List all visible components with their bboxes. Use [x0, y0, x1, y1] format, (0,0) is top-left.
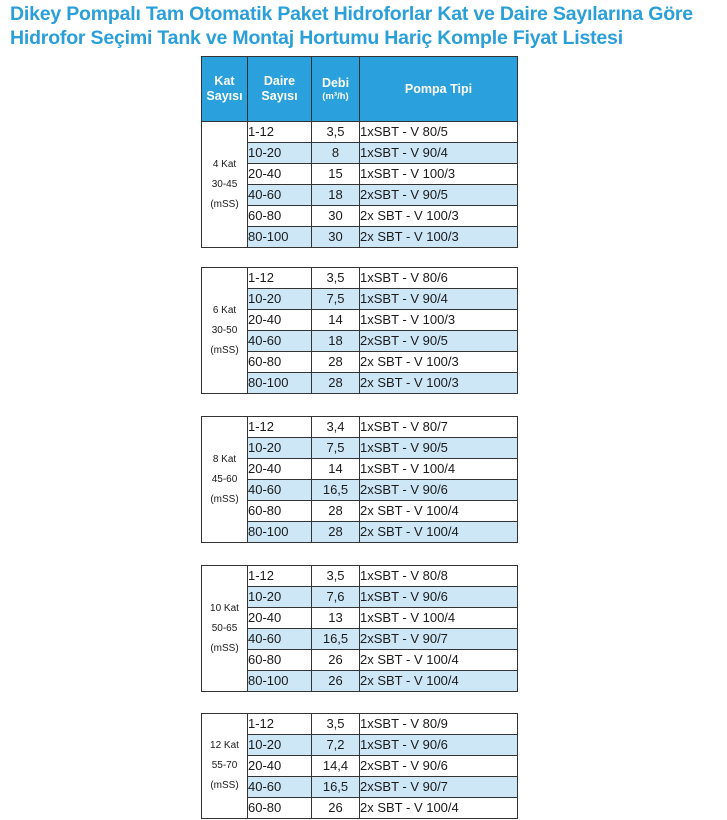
debi-cell: 28	[312, 501, 360, 522]
daire-cell: 80-100	[248, 373, 312, 394]
table-row	[202, 501, 518, 522]
table-row	[202, 629, 518, 650]
table-row	[202, 608, 518, 629]
header-kat-line1: Kat	[214, 74, 235, 88]
header-kat-sayisi	[202, 57, 248, 122]
daire-cell: 40-60	[248, 480, 312, 501]
daire-cell: 1-12	[248, 566, 312, 587]
header-debi-label: Debi	[321, 76, 350, 90]
kat-label	[202, 122, 248, 248]
kat-label-range: 50-65	[211, 622, 238, 634]
kat-label-name: 8 Kat	[212, 453, 237, 465]
debi-cell: 28	[312, 522, 360, 543]
daire-cell: 1-12	[248, 714, 312, 735]
header-daire-sayisi	[248, 57, 312, 122]
daire-cell: 10-20	[248, 289, 312, 310]
kat-label-name: 12 Kat	[210, 740, 239, 751]
pompa-cell: 2x SBT - V 100/4	[360, 650, 518, 671]
table-row	[202, 352, 518, 373]
pompa-cell: 2xSBT - V 90/5	[360, 331, 518, 352]
debi-cell: 16,5	[312, 629, 360, 650]
debi-cell: 14	[312, 310, 360, 331]
pompa-cell: 1xSBT - V 90/6	[360, 735, 518, 756]
debi-cell: 15	[312, 164, 360, 185]
kat-label-range: 30-50	[211, 324, 238, 336]
pompa-cell: 2x SBT - V 100/3	[360, 352, 518, 373]
pompa-cell: 1xSBT - V 90/4	[360, 289, 518, 310]
daire-cell: 40-60	[248, 331, 312, 352]
daire-cell: 40-60	[248, 777, 312, 798]
title-line-1: Dikey Pompalı Tam Otomatik Paket Hidroforlar Kat ve Daire Sayılarına Göre	[10, 3, 693, 25]
kat-label-name: 6 Kat	[212, 304, 237, 316]
daire-cell: 1-12	[248, 268, 312, 289]
table-row	[202, 480, 518, 501]
daire-cell: 40-60	[248, 629, 312, 650]
header-debi-unit: (m³/h)	[322, 91, 349, 102]
daire-cell: 60-80	[248, 352, 312, 373]
debi-cell: 30	[312, 206, 360, 227]
daire-cell: 10-20	[248, 587, 312, 608]
price-table-group-3	[201, 416, 518, 543]
debi-cell: 3,5	[312, 566, 360, 587]
pompa-cell: 2x SBT - V 100/4	[360, 671, 518, 692]
debi-cell: 26	[312, 650, 360, 671]
pompa-cell: 1xSBT - V 80/9	[360, 714, 518, 735]
pompa-cell: 2xSBT - V 90/6	[360, 480, 518, 501]
debi-cell: 28	[312, 352, 360, 373]
kat-label-range: 30-45	[211, 178, 238, 190]
price-table-group-5	[201, 713, 518, 819]
daire-cell: 20-40	[248, 756, 312, 777]
debi-cell: 8	[312, 143, 360, 164]
pompa-cell: 2x SBT - V 100/4	[360, 522, 518, 543]
table-row	[202, 268, 518, 289]
debi-cell: 13	[312, 608, 360, 629]
daire-cell: 20-40	[248, 459, 312, 480]
kat-label	[202, 417, 248, 543]
debi-cell: 16,5	[312, 777, 360, 798]
pompa-cell: 1xSBT - V 90/6	[360, 587, 518, 608]
table-row	[202, 735, 518, 756]
table-row	[202, 373, 518, 394]
table-row	[202, 566, 518, 587]
daire-cell: 10-20	[248, 735, 312, 756]
daire-cell: 60-80	[248, 206, 312, 227]
pompa-cell: 2x SBT - V 100/4	[360, 798, 518, 819]
kat-label-unit: (mSS)	[210, 198, 239, 210]
debi-cell: 28	[312, 373, 360, 394]
daire-cell: 20-40	[248, 310, 312, 331]
price-table-group-4	[201, 565, 518, 692]
table-row	[202, 310, 518, 331]
debi-cell: 26	[312, 798, 360, 819]
daire-cell: 1-12	[248, 417, 312, 438]
table-row	[202, 777, 518, 798]
table-row	[202, 650, 518, 671]
daire-cell: 10-20	[248, 143, 312, 164]
table-header-row	[202, 57, 518, 122]
table-row	[202, 417, 518, 438]
pompa-cell: 1xSBT - V 100/4	[360, 608, 518, 629]
daire-cell: 60-80	[248, 650, 312, 671]
pompa-cell: 2x SBT - V 100/3	[360, 373, 518, 394]
table-row	[202, 438, 518, 459]
pompa-cell: 2x SBT - V 100/3	[360, 227, 518, 248]
pompa-cell: 2xSBT - V 90/5	[360, 185, 518, 206]
table-row	[202, 227, 518, 248]
kat-label	[202, 566, 248, 692]
page-title	[10, 2, 722, 50]
table-row	[202, 671, 518, 692]
price-table-group-2	[201, 267, 518, 394]
daire-cell: 80-100	[248, 227, 312, 248]
pompa-cell: 1xSBT - V 80/7	[360, 417, 518, 438]
daire-cell: 10-20	[248, 438, 312, 459]
pompa-cell: 1xSBT - V 90/4	[360, 143, 518, 164]
table-row	[202, 522, 518, 543]
pompa-cell: 1xSBT - V 90/5	[360, 438, 518, 459]
pompa-cell: 2x SBT - V 100/4	[360, 501, 518, 522]
pompa-cell: 2x SBT - V 100/3	[360, 206, 518, 227]
daire-cell: 20-40	[248, 164, 312, 185]
pompa-cell: 2xSBT - V 90/6	[360, 756, 518, 777]
debi-cell: 3,5	[312, 122, 360, 143]
kat-label	[202, 268, 248, 394]
pompa-cell: 2xSBT - V 90/7	[360, 777, 518, 798]
table-row	[202, 206, 518, 227]
debi-cell: 3,4	[312, 417, 360, 438]
debi-cell: 7,5	[312, 438, 360, 459]
debi-cell: 30	[312, 227, 360, 248]
pompa-cell: 2xSBT - V 90/7	[360, 629, 518, 650]
kat-label-name: 4 Kat	[212, 158, 237, 170]
daire-cell: 20-40	[248, 608, 312, 629]
debi-cell: 18	[312, 185, 360, 206]
table-row	[202, 798, 518, 819]
table-row	[202, 331, 518, 352]
header-pompa-tipi: Pompa Tipi	[360, 57, 518, 122]
debi-cell: 26	[312, 671, 360, 692]
debi-cell: 3,5	[312, 714, 360, 735]
kat-label-unit: (mSS)	[210, 493, 239, 505]
header-daire-line2: Sayısı	[261, 89, 298, 103]
daire-cell: 60-80	[248, 798, 312, 819]
kat-label-unit: (mSS)	[210, 344, 239, 356]
kat-label	[202, 714, 248, 819]
kat-label-name: 10 Kat	[210, 602, 239, 614]
table-row	[202, 164, 518, 185]
debi-cell: 16,5	[312, 480, 360, 501]
kat-label-range: 55-70	[211, 760, 238, 771]
header-daire-line1: Daire	[263, 74, 296, 88]
header-debi	[312, 57, 360, 122]
debi-cell: 14,4	[312, 756, 360, 777]
kat-label-unit: (mSS)	[210, 642, 239, 654]
debi-cell: 14	[312, 459, 360, 480]
debi-cell: 7,6	[312, 587, 360, 608]
debi-cell: 18	[312, 331, 360, 352]
kat-label-unit: (mSS)	[210, 780, 239, 791]
table-row	[202, 122, 518, 143]
pompa-cell: 1xSBT - V 100/3	[360, 164, 518, 185]
table-row	[202, 143, 518, 164]
pompa-cell: 1xSBT - V 80/6	[360, 268, 518, 289]
daire-cell: 40-60	[248, 185, 312, 206]
table-row	[202, 459, 518, 480]
header-kat-line2: Sayısı	[206, 89, 243, 103]
pompa-cell: 1xSBT - V 80/5	[360, 122, 518, 143]
daire-cell: 60-80	[248, 501, 312, 522]
price-table-group-1	[201, 56, 518, 248]
pompa-cell: 1xSBT - V 80/8	[360, 566, 518, 587]
kat-label-range: 45-60	[211, 473, 238, 485]
table-row	[202, 587, 518, 608]
debi-cell: 7,2	[312, 735, 360, 756]
debi-cell: 3,5	[312, 268, 360, 289]
daire-cell: 80-100	[248, 522, 312, 543]
pompa-cell: 1xSBT - V 100/3	[360, 310, 518, 331]
title-line-2: Hidrofor Seçimi Tank ve Montaj Hortumu Hariç Komple Fiyat Listesi	[10, 27, 623, 49]
table-row	[202, 185, 518, 206]
table-row	[202, 714, 518, 735]
daire-cell: 1-12	[248, 122, 312, 143]
pompa-cell: 1xSBT - V 100/4	[360, 459, 518, 480]
debi-cell: 7,5	[312, 289, 360, 310]
table-row	[202, 289, 518, 310]
table-row	[202, 756, 518, 777]
daire-cell: 80-100	[248, 671, 312, 692]
